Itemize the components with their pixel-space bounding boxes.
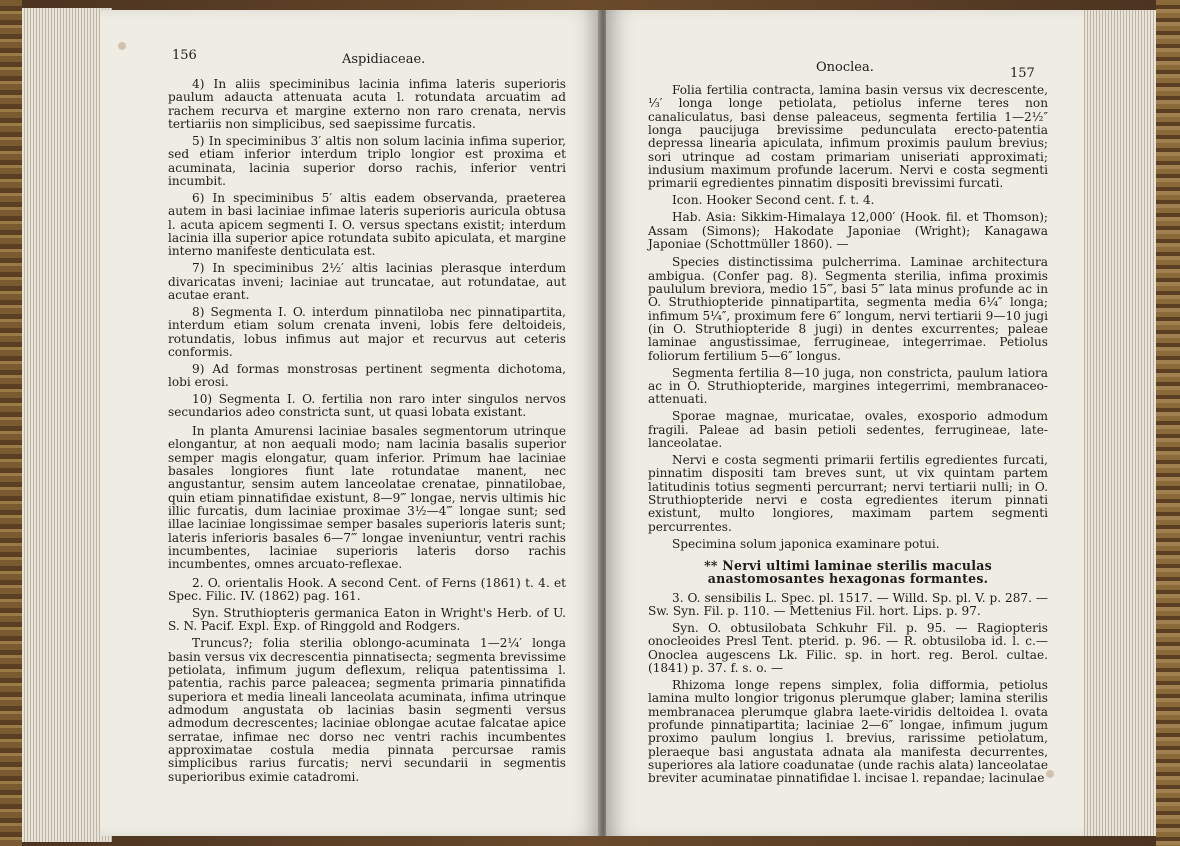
paragraph: Rhizoma longe repens simplex, folia difformia, petiolus lamina multo longior trigonus plerumque glaber; lamina sterilis membranacea plerumque glabra laete-viridis deltoidea l. ovata profunde pinnatipartita; laciniae 2—6″ longae, infimum jugum proximo paulum longius l. brevius, rarissime petiolatum, pleraeque basi angustata adnata ala manifesta decurrentes, superiores ala latiore coadunatae (unde rachis alata) lanceolatae breviter acuminatae pinnatifidae l. incisae l. repandae; lacinulae <box>648 677 1048 786</box>
paragraph: 7) In speciminibus 2½′ altis lacinias plerasque interdum divaricatas inveni; laciniae aut truncatae, aut rotundatae, aut acutae erant. <box>168 261 566 302</box>
species-heading: 2. O. orientalis Hook. A second Cent. of Ferns (1861) t. 4. et Spec. Filic. IV. (1862) pag. 161. <box>168 575 566 603</box>
paragraph: Specimina solum japonica examinare potui. <box>672 536 940 551</box>
paragraph: 6) In speciminibus 5′ altis eadem observanda, praeterea autem in basi laciniae infimae lateris superioris auricula obtusa l. acuta apicem segmenti I. O. versus spectans existit; interdum lacinia illa superior apice rotundata subito apiculata, et margine interno manifeste denticulata est. <box>168 190 566 259</box>
left-page-number: 156 <box>172 48 197 63</box>
paragraph: In planta Amurensi laciniae basales segmentorum utrinque elongantur, at non aequali modo; nam lacinia basalis superior semper magis elongatur, quam inferior. Primum hae laciniae basales longiores fiunt late rotundatae manent, nec angustantur, sensim autem lanceolatae crenatae, pinnatilobae, quin etiam pinnatifidae existunt, 8—9‴ longae, nervis ultimis hic illic furcatis, dum laciniae proximae 3½—4‴ longae sunt; sed illae laciniae longissimae semper basales superioris lateris sunt; lateris inferioris basales 6—7‴ longae inveniuntur, ventri rachis incumbentes, laciniae superioris lateris dorso rachis incumbentes, omnes arcuato-reflexae. <box>168 423 566 572</box>
paper-blemish <box>1046 770 1054 778</box>
paragraph: Truncus?; folia sterilia oblongo-acuminata 1—2¼′ longa basin versus vix decrescentia pinnatisecta; segmenta brevissime petiolata, infimum jugum deflexum, reliqua patentissima l. patentia, rachis parce paleacea; segmenta primaria pinnatifida superiora et media lineali lanceolata acuminata, infima utrinque admodum angustata ob lacinias basin segmenti versus admodum decrescentes; laciniae oblongae acutae falcatae apice serratae, infimae nec dorso nec ventri rachis incumbentes approximatae costula media pinnata percursae ramis simplicibus rarius furcatis; nervi secundarii in segmentis superioribus eximie catadromi. <box>168 636 566 784</box>
paragraph: Nervi e costa segmenti primarii fertilis egredientes furcati, pinnatim dispositi tam breves sunt, ut vix quintam partem latitudinis totius segmenti percurrant; nervi tertiarii nulli; in O. Struthiopteride nervi e costa egredientes iterum pinnati existunt, multo longiores, maximam partem segmenti percurrentes. <box>648 452 1048 534</box>
paragraph: 9) Ad formas monstrosas pertinent segmenta dichotoma, lobi erosi. <box>168 361 566 390</box>
book-edge-left <box>0 0 22 846</box>
page-stack-right <box>1084 10 1156 836</box>
paragraph: Hab. Asia: Sikkim-Himalaya 12,000′ (Hook. fil. et Thomson); Assam (Simons); Hakodate Japoniae (Wright); Kanagawa Japoniae (Schottmüller 1860). — <box>648 210 1048 251</box>
paragraph: Syn. O. obtusilobata Schkuhr Fil. p. 95. — Ragiopteris onocleoides Presl Tent. pterid. p. 96. — R. obtusiloba id. l. c.— Onoclea augescens Lk. Filic. sp. in hort. reg. Berol. cultae. (1841) p. 37. f. s. o. — <box>648 620 1048 675</box>
paper-blemish <box>118 42 126 50</box>
paragraph: Segmenta fertilia 8—10 juga, non constricta, paulum latiora ac in O. Struthiopteride, margines integerrimi, membranaceo-attenuati. <box>648 365 1048 407</box>
paragraph: 5) In speciminibus 3′ altis non solum lacinia infima superior, sed etiam inferior interdum triplo longior est proxima et acuminata, lacinia superior dorso rachis, inferior ventri incumbit. <box>168 133 566 188</box>
paragraph: 10) Segmenta I. O. fertilia non raro inter singulos nervos secundarios adeo constricta sunt, ut quasi lobata existant. <box>168 392 566 420</box>
paragraph: Species distinctissima pulcherrima. Laminae architectura ambigua. (Confer pag. 8). Segmenta sterilia, infima proximis paululum breviora, medio 15‴, basi 5‴ lata minus profunde ac in O. Struthiopteride pinnatipartita, segmenta media 6¼″ longa; infimum 5¼″, proximum fere 6″ longum, nervi tertiarii 9—10 jugi (in O. Struthiopteride 8 jugi) in dentes excurrentes; paleae laminae angustissimae, ferrugineae, integerrimae. Petiolus foliorum fertilium 5—6″ longus. <box>648 255 1048 363</box>
paragraph: Folia fertilia contracta, lamina basin versus vix decrescente, ⅓′ longa longe petiolata, petiolus inferne teres non canaliculatus, basi dense paleaceus, segmenta fertilia 1—2½″ longa paucijuga brevissime pedunculata erecto-patentia depressa linearia apiculata, infimum proximis paulum brevius; sori utrinque ad costam primariam uniseriati approximati; indusium maximum profunde lacerum. Nervi e costa segmenti primarii egredientes pinnatim dispositi brevissimi furcati. <box>648 83 1048 191</box>
right-page-number: 157 <box>1010 66 1035 81</box>
paragraph: Sporae magnae, muricatae, ovales, exosporio admodum fragili. Paleae ad basin petioli sedentes, ferrugineae, late-lanceolatae. <box>648 409 1048 450</box>
book-edge-right <box>1156 0 1180 846</box>
right-page <box>606 10 1084 836</box>
left-running-head: Aspidiaceae. <box>342 52 426 67</box>
species-heading: 3. O. sensibilis L. Spec. pl. 1517. — Willd. Sp. pl. V. p. 287. — Sw. Syn. Fil. p. 110. — Mettenius Fil. hort. Lips. p. 97. <box>648 590 1048 618</box>
left-page <box>100 10 600 836</box>
paragraph: Syn. Struthiopteris germanica Eaton in Wright's Herb. of U. S. N. Pacif. Expl. Exp. of Ringgold and Rodgers. <box>168 605 566 634</box>
paragraph: Icon. Hooker Second cent. f. t. 4. <box>672 193 875 208</box>
right-page-body <box>648 84 1048 789</box>
paragraph: 8) Segmenta I. O. interdum pinnatiloba nec pinnatipartita, interdum etiam solum crenata inveni, lobis fere deltoideis, rotundatis, lobus infimus aut major et recurvus aut ceteris conformis. <box>168 304 566 359</box>
section-heading: ** Nervi ultimi laminae sterilis maculas anastomosantes hexagonas formantes. <box>704 557 992 587</box>
paragraph: 4) In aliis speciminibus lacinia infima lateris superioris paulum adaucta attenuata acuta l. rotundata arcuatim ad rachem recurva et margine externo non raro crenata, nervis tertiariis non simplicibus, sed saepissime furcatis. <box>168 77 566 132</box>
right-running-head: Onoclea. <box>816 60 874 75</box>
left-page-body <box>168 78 566 788</box>
page-stack-left <box>22 8 112 842</box>
